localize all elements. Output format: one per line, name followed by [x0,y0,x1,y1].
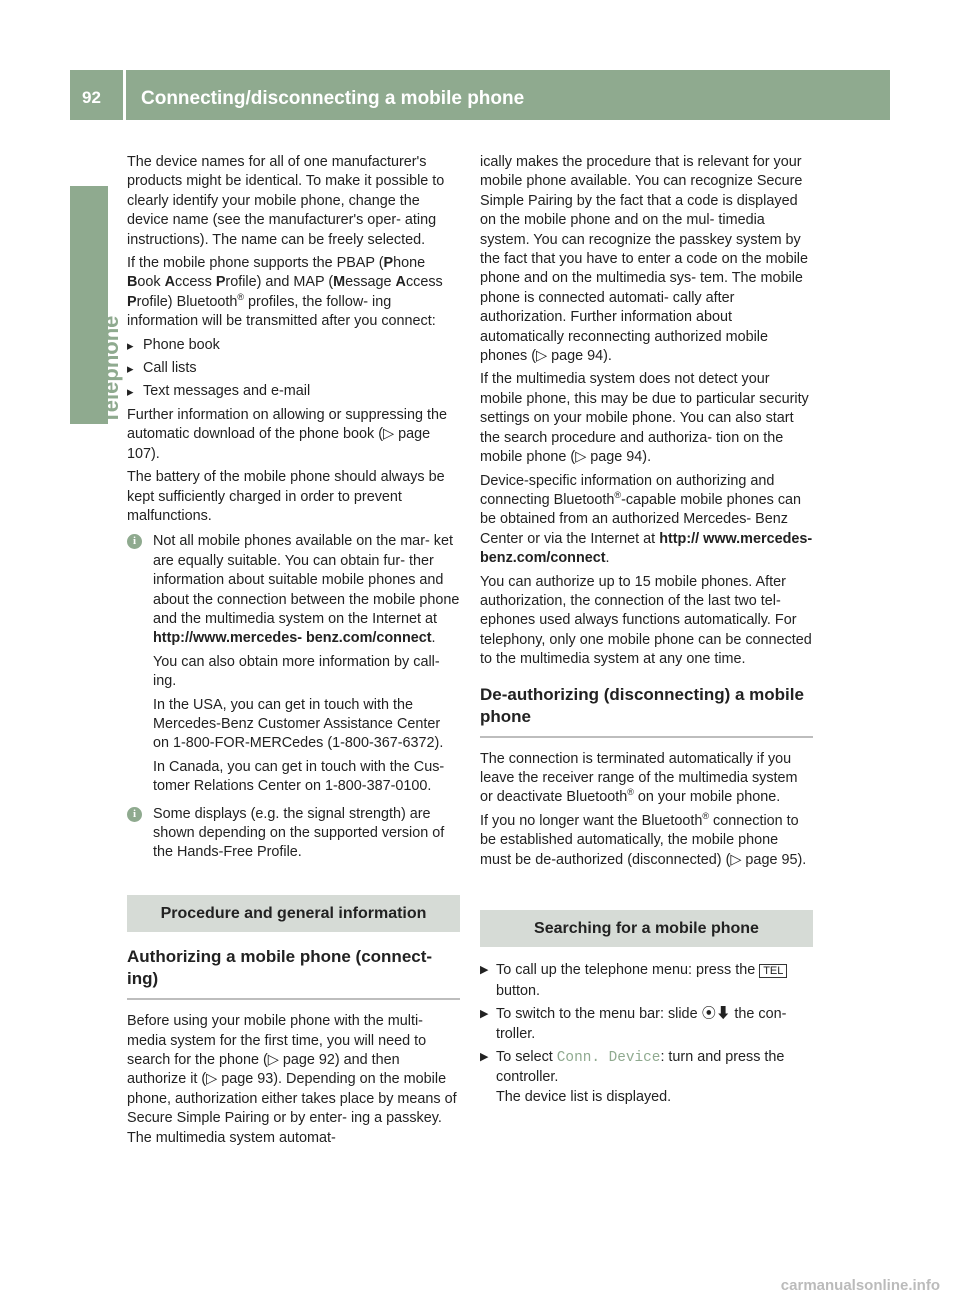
section-heading-searching: Searching for a mobile phone [480,910,813,947]
left-column [127,153,460,1152]
watermark: carmanualsonline.info [780,1277,940,1294]
paragraph-not-detected: If the multimedia system does not detect your mobile phone, this may be due to particular security settings on your mobile phone. You can also start the search procedure and authoriza- tion on the mobile phone (▷ page 94). [480,371,809,466]
paragraph-pbap-map: If the mobile phone supports the PBAP (Phone Book Access Profile) and MAP (Message Access Profile) Bluetooth® profiles, the follow- ing information will be transmitted after you connect: [127,255,443,330]
paragraph-download: Further information on allowing or suppressing the automatic download of the phone book (▷ page 107). [127,406,447,462]
right-column [480,153,813,1111]
info-note: i Not all mobile phones available on the mar- ket are equally suitable. You can obtain fur- ther information about suitable mobile phones and about the connection between the mobile phone and the multimedia system on the Internet at http://www.mercedes- benz.com/connect. You can also obtain more information by call- ing. In the USA, you can get in touch with the Mercedes-Benz Customer Assistance Center on 1-800-FOR-MERCedes (1-800-367-6372). In Canada, you can get in touch with the Cus- tomer Relations Center on 1-800-387-0100. [127,532,460,796]
heading-de-authorizing: De-authorizing (disconnecting) a mobile phone [480,684,813,738]
tel-key-icon: TEL [759,964,787,978]
list-item: ▸ Call lists [127,359,460,378]
paragraph-device-specific: Device-specific information on authorizing and connecting Bluetooth®-capable mobile phones can be obtained from an authorized Mercedes- Benz Center or via the Internet at http:// www.mercedes-benz.com/connect. [480,472,813,567]
paragraph-before-using: Before using your mobile phone with the multi- media system for the first time, you will need to search for the phone (▷ page 92) and then authorize it (▷ page 93). Depending on the mobile phone, authorization either takes place by means of Secure Simple Pairing or by enter- ing a passkey. The multimedia system automat- [127,1013,457,1146]
step-item: ▶ To call up the telephone menu: press the TEL button. [480,961,813,1001]
page-header [70,70,890,120]
paragraph-authorize-up-to: You can authorize up to 15 mobile phones. After authorization, the connection of the last two tel- ephones used always functions automatically. For telephony, only one mobile phone can be connected to the multimedia system at any one time. [480,573,812,668]
page-number: 92 [82,88,101,107]
paragraph-no-longer: If you no longer want the Bluetooth® connection to be established automatically, the mobile phone must be de-authorized (disconnected) (▷ page 95). [480,810,807,868]
step-item: ▶ To switch to the menu bar: slide ⦿⬇ the con- troller. [480,1005,813,1044]
paragraph-terminated: The connection is terminated automatically if you leave the receiver range of the multimedia system or deactivate Bluetooth® on your mobile phone. [480,750,798,806]
paragraph-procedure: ically makes the procedure that is relevant for your mobile phone available. You can recognize Secure Simple Pairing by the fact that a code is displayed on the mobile phone and on the mul- timedia system. You can recognize the passkey system by the fact that you have to enter a code on the mobile phone and on the multimedia sys- tem. The mobile phone is connected automati- cally after authorization. Further information about automatically reconnecting authorized mobile phones (▷ page 94). [480,154,809,365]
conn-device-menu-item: Conn. Device [556,1050,661,1067]
info-icon: i [127,807,142,822]
heading-authorizing: Authorizing a mobile phone (connect- ing) [127,946,460,1000]
section-label: Telephone [98,315,123,424]
paragraph-battery: The battery of the mobile phone should always be kept sufficiently charged in order to prevent malfunctions. [127,469,445,524]
section-heading-procedure: Procedure and general information [127,895,460,932]
info-note: i Some displays (e.g. the signal strength) are shown depending on the supported version of the Hands-Free Profile. [127,805,460,863]
connect-link[interactable]: http:// www.mercedes-benz.com/connect [480,530,813,567]
mercedes-link[interactable]: http://www.mercedes- benz.com/connect [153,630,432,647]
step-item: ▶ To select Conn. Device: turn and press the controller. The device list is displayed. [480,1048,813,1107]
header-divider [123,70,126,120]
info-icon: i [127,534,142,549]
paragraph-device-names: The device names for all of one manufacturer's products might be identical. To make it possible to clearly identify your mobile phone, change the device name (see the manufacturer's oper- ating instructions). The name can be freely selected. [127,154,445,248]
list-item: ▸ Text messages and e-mail [127,382,460,401]
controller-slide-icon: ⦿⬇ [701,1006,731,1023]
list-item: ▸ Phone book [127,336,460,355]
page-title: Connecting/disconnecting a mobile phone [141,88,525,109]
